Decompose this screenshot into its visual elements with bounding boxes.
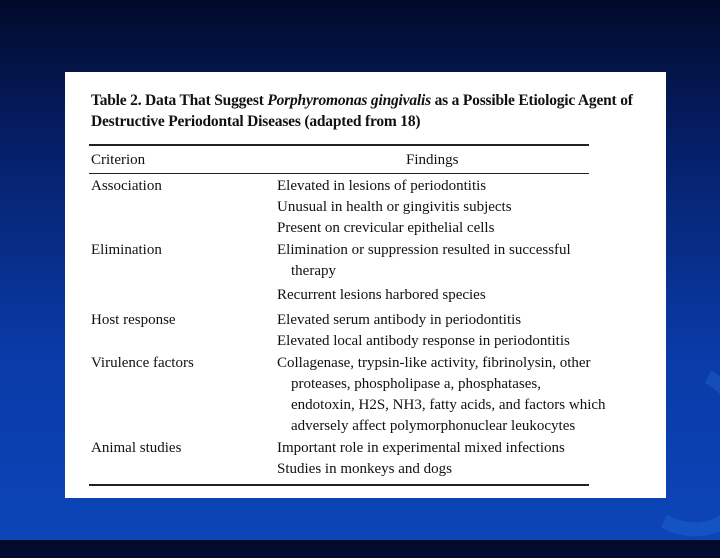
criterion-cell: Association (91, 178, 162, 194)
finding-line: Elimination or suppression resulted in successful (277, 242, 571, 258)
finding-line: therapy (291, 263, 336, 279)
finding-line: Collagenase, trypsin-like activity, fibrinolysin, other (277, 355, 591, 371)
criterion-cell: Animal studies (91, 440, 182, 456)
caption-species: Porphyromonas gingivalis (267, 92, 431, 109)
findings-cell (277, 240, 597, 306)
finding-line: Elevated local antibody response in periodontitis (277, 333, 570, 349)
table-panel (65, 72, 666, 498)
finding-line: Elevated in lesions of periodontitis (277, 178, 487, 194)
findings-cell (277, 353, 606, 437)
finding-line: Studies in monkeys and dogs (277, 461, 452, 477)
findings-cell (277, 310, 597, 352)
findings-cell (277, 438, 597, 480)
caption-pre: Data That Suggest (141, 92, 268, 109)
finding-line: Recurrent lesions harbored species (277, 287, 486, 303)
finding-line: Unusual in health or gingivitis subjects (277, 199, 512, 215)
finding-line: Present on crevicular epithelial cells (277, 220, 495, 236)
finding-line: Important role in experimental mixed infections (277, 440, 565, 456)
table-header-rule (89, 173, 589, 174)
criterion-cell: Virulence factors (91, 355, 194, 371)
finding-line: proteases, phospholipase a, phosphatases, (291, 376, 541, 392)
criterion-cell: Elimination (91, 242, 162, 258)
findings-cell (277, 176, 597, 239)
table-caption (91, 90, 661, 132)
finding-line: adversely affect polymorphonuclear leukocytes (291, 418, 576, 434)
caption-post: as a Possible Etiologic Agent of Destructive Periodontal Diseases (adapted from 18) (91, 92, 633, 130)
finding-line: endotoxin, H2S, NH3, fatty acids, and factors which (291, 397, 606, 413)
table-top-rule (89, 144, 589, 146)
finding-line: Elevated serum antibody in periodontitis (277, 312, 522, 328)
column-header-findings: Findings (406, 152, 459, 168)
table-bottom-rule (89, 484, 589, 486)
column-header-criterion: Criterion (91, 152, 146, 168)
caption-label: Table 2. (91, 92, 142, 109)
criterion-cell: Host response (91, 312, 176, 328)
